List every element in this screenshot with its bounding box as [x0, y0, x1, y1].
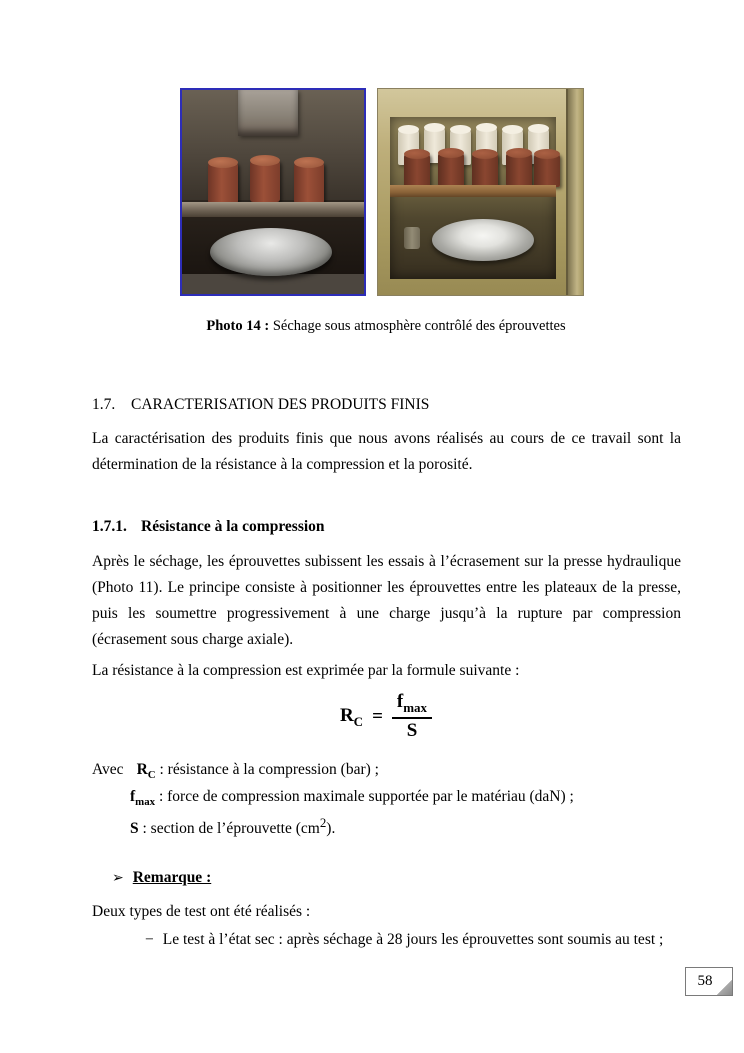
page-number-box	[685, 967, 733, 996]
specimen-cylinder-brown	[404, 153, 430, 187]
section-1-7-1-number: 1.7.1.	[92, 518, 127, 535]
s-definition-tail: ).	[326, 820, 336, 838]
oven-heater-box	[238, 90, 298, 136]
section-1-7-heading	[92, 396, 429, 414]
specimen-cylinder	[208, 162, 238, 204]
photo-figure	[180, 88, 584, 296]
formula-numerator	[392, 692, 432, 719]
formula-intro: La résistance à la compression est exprimée par la formule suivante :	[92, 662, 520, 679]
oven-shelf	[182, 202, 364, 217]
specimen-cylinder	[294, 162, 324, 204]
specimen-cylinder-brown	[438, 152, 464, 186]
formula-equals-sign: =	[372, 706, 383, 727]
metal-pan	[210, 228, 332, 276]
fmax-definition-text: : force de compression maximale supportée par le matériau (daN) ;	[155, 788, 574, 805]
oven-floor	[182, 274, 364, 294]
rc-symbol	[136, 761, 156, 782]
specimen-cylinder-brown	[534, 153, 560, 187]
fmax-symbol-letter: f	[130, 788, 136, 805]
formula-numerator-subscript: max	[403, 699, 428, 715]
page-corner-fold-icon	[717, 980, 732, 995]
rc-symbol-subscript: C	[147, 769, 156, 782]
specimen-cylinder-brown	[472, 153, 498, 187]
rc-definition-text: : résistance à la compression (bar) ;	[155, 761, 379, 778]
dash-bullet-icon: −	[145, 931, 154, 948]
page-number: 58	[697, 973, 713, 989]
formula-lhs-symbol: R	[339, 704, 354, 726]
specimen-cylinder	[250, 160, 280, 202]
formula-numerator-symbol: f	[396, 691, 404, 712]
oven-photo-left	[180, 88, 366, 296]
section-1-7-paragraph: La caractérisation des produits finis que nous avons réalisés au cours de ce travail sont la détermination de la résistance à la compression et la porosité.	[92, 430, 681, 473]
oven-door	[566, 89, 583, 295]
metal-pan	[432, 219, 534, 261]
section-1-7-1-title: Résistance à la compression	[141, 518, 325, 535]
compression-formula	[92, 688, 680, 746]
formula-fraction	[392, 692, 432, 742]
formula-lhs	[340, 705, 363, 730]
section-1-7-1-heading	[92, 518, 325, 536]
section-1-7-title: CARACTERISATION DES PRODUITS FINIS	[131, 396, 430, 413]
photo-caption	[92, 318, 680, 335]
formula-denominator: S	[406, 720, 418, 742]
specimen-cylinder-brown	[506, 152, 532, 186]
fmax-symbol	[130, 788, 156, 809]
oven-cavity	[390, 117, 556, 279]
fmax-symbol-subscript: max	[135, 796, 156, 809]
photo-caption-text: Séchage sous atmosphère contrôlé des éprouvettes	[272, 318, 566, 334]
avec-label: Avec	[92, 761, 124, 778]
s-definition-text: : section de l’éprouvette (cm	[138, 820, 320, 838]
list-item-dry-test	[145, 931, 663, 949]
small-jar	[404, 227, 420, 249]
definition-s	[130, 810, 335, 842]
remark-heading	[112, 869, 211, 887]
s-superscript: 2	[319, 815, 327, 830]
test-types-intro: Deux types de test ont été réalisés :	[92, 903, 311, 920]
oven-shelf	[390, 185, 556, 197]
photo-caption-label: Photo 14 :	[206, 318, 270, 334]
section-1-7-1-paragraph: Après le séchage, les éprouvettes subissent les essais à l’écrasement sur la presse hydraulique (Photo 11). Le principe consiste à positionner les éprouvettes entre les plateaux de la presse, puis les soumettre progressivement à une charge jusqu’à la rupture par compression (écrasement sous charge axiale).	[92, 553, 681, 648]
formula-lhs-subscript: C	[353, 713, 364, 729]
remark-title: Remarque :	[132, 869, 212, 886]
oven-photo-right	[377, 88, 584, 296]
list-item-text: Le test à l’état sec : après séchage à 28 jours les éprouvettes sont soumis au test ;	[162, 931, 664, 948]
section-1-7-number: 1.7.	[92, 396, 116, 413]
arrow-bullet-icon: ➢	[112, 870, 124, 886]
rc-symbol-letter: R	[136, 761, 148, 778]
s-symbol: S	[130, 820, 139, 838]
